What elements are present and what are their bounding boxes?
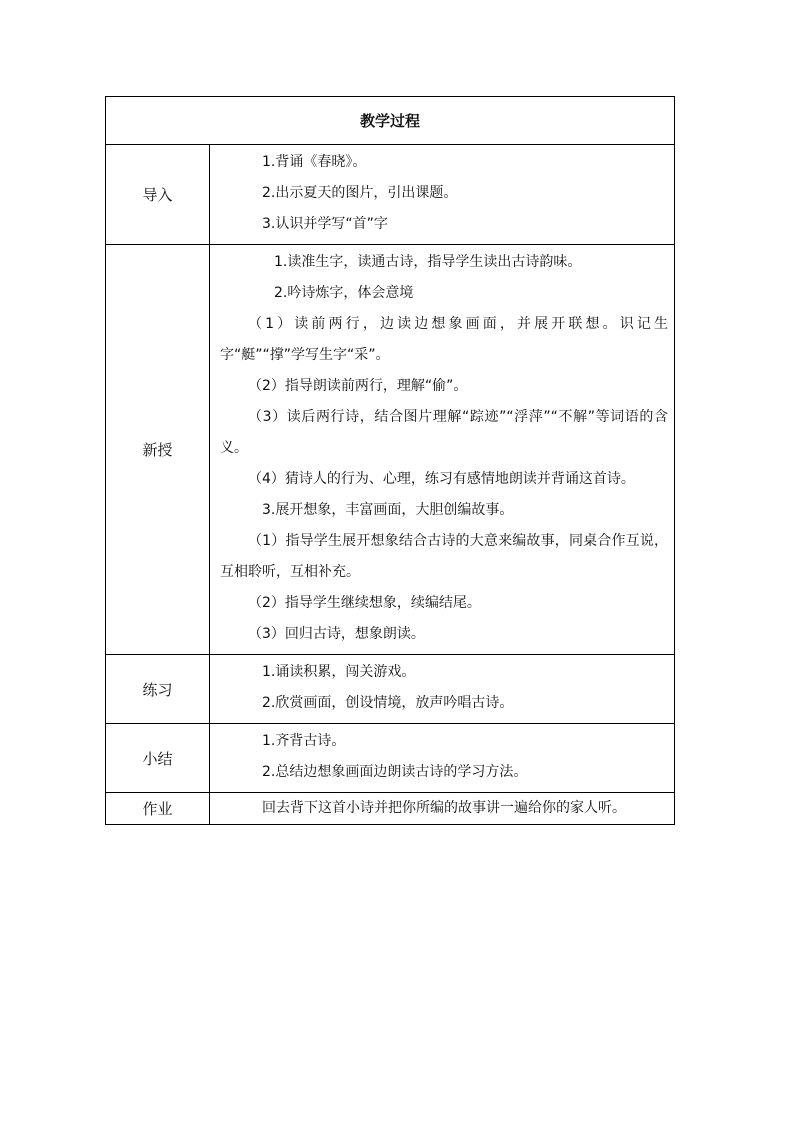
section-line: 3.展开想象，丰富画面，大胆创编故事。	[262, 502, 514, 518]
section-content-summary	[210, 724, 675, 793]
section-row-intro	[106, 145, 675, 245]
section-label-practice: 练习	[106, 655, 210, 724]
section-line: 1.诵读积累，闯关游戏。	[262, 664, 416, 680]
section-line: 1.背诵《春晓》。	[262, 154, 367, 170]
section-line: 2.总结边想象画面边朗读古诗的学习方法。	[262, 764, 528, 780]
section-row-summary	[106, 724, 675, 793]
section-row-new-lesson	[106, 245, 675, 655]
section-line: 2.吟诗炼字，体会意境	[274, 285, 414, 301]
lesson-process-table	[105, 96, 675, 825]
section-line: （1）读前两行，边读边想象画面，并展开联想。识记生字“艇”“撑”学写生字“采”。	[220, 316, 669, 363]
section-line: （3）回归古诗，想象朗读。	[248, 626, 425, 642]
section-label-summary: 小结	[106, 724, 210, 793]
section-row-practice	[106, 655, 675, 724]
section-label-new-lesson: 新授	[106, 245, 210, 655]
section-label-homework: 作业	[106, 793, 210, 825]
section-content-practice	[210, 655, 675, 724]
section-line: 回去背下这首小诗并把你所编的故事讲一遍给你的家人听。	[262, 800, 626, 816]
section-line: （3）读后两行诗，结合图片理解“踪迹”“浮萍”“不解”等词语的含义。	[220, 409, 669, 456]
section-line: （4）猜诗人的行为、心理，练习有感情地朗读并背诵这首诗。	[248, 471, 635, 487]
section-line: （2）指导朗读前两行，理解“偷”。	[248, 378, 468, 394]
section-content-new-lesson	[210, 245, 675, 655]
section-content-intro	[210, 145, 675, 245]
section-label-intro: 导入	[106, 145, 210, 245]
table-title: 教学过程	[106, 97, 675, 145]
section-line: 1.齐背古诗。	[262, 733, 346, 749]
section-line: 2.欣赏画面，创设情境，放声吟唱古诗。	[262, 695, 514, 711]
section-line: （2）指导学生继续想象，续编结尾。	[248, 595, 481, 611]
section-line: 2.出示夏天的图片，引出课题。	[262, 185, 458, 201]
section-line: 1.读准生字，读通古诗，指导学生读出古诗韵味。	[274, 254, 582, 270]
section-content-homework	[210, 793, 675, 825]
section-line: （1）指导学生展开想象结合古诗的大意来编故事，同桌合作互说，互相聆听，互相补充。	[220, 533, 669, 580]
table-title-row	[106, 97, 675, 145]
section-line: 3.认识并学写“首”字	[262, 216, 388, 232]
section-row-homework	[106, 793, 675, 825]
